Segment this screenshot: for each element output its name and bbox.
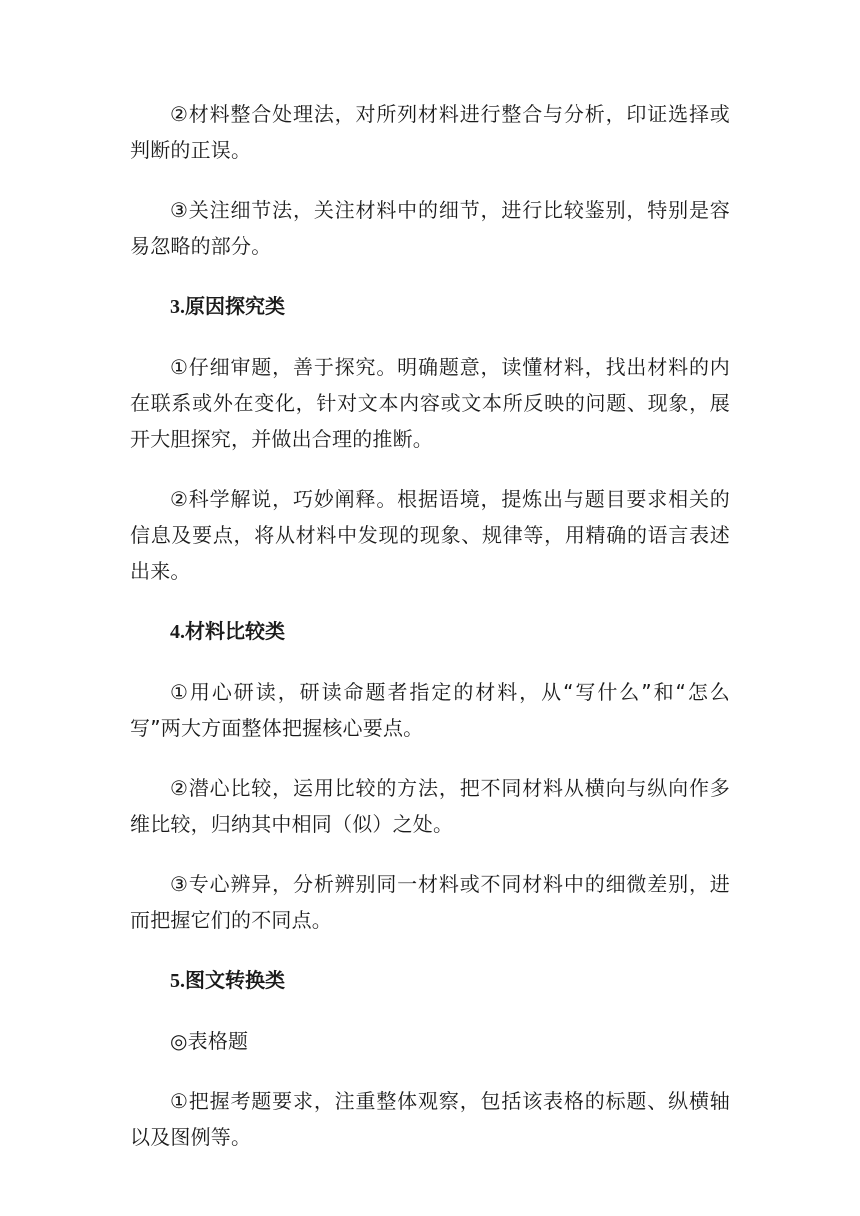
heading-number: 3.: [170, 296, 185, 318]
heading-text: 图文转换类: [185, 968, 285, 992]
document-body: [130, 96, 730, 1179]
paragraph-scientific-explanation: ②科学解说，巧妙阐释。根据语境，提炼出与题目要求相关的信息及要点，将从材料中发现的现象、规律等，用精确的语言表述出来。: [130, 487, 730, 583]
paragraph-distinguish: ③专心辨异，分析辨别同一材料或不同材料中的细微差别，进而把握它们的不同点。: [130, 872, 730, 932]
heading-number: 5.: [170, 970, 185, 992]
section-heading-material-comparison: [130, 613, 730, 650]
section-heading-image-text-conversion: [130, 962, 730, 999]
paragraph-focus-details: ③关注细节法，关注材料中的细节，进行比较鉴别，特别是容易忽略的部分。: [130, 198, 730, 258]
heading-text: 材料比较类: [185, 619, 285, 643]
subheading-table-question: ◎表格题: [170, 1029, 249, 1053]
heading-number: 4.: [170, 621, 185, 643]
paragraph-compare: ②潜心比较，运用比较的方法，把不同材料从横向与纵向作多维比较，归纳其中相同（似）之处。: [130, 776, 730, 836]
paragraph-material-integration: ②材料整合处理法，对所列材料进行整合与分析，印证选择或判断的正误。: [130, 102, 730, 162]
paragraph-careful-reading: ①仔细审题，善于探究。明确题意，读懂材料，找出材料的内在联系或外在变化，针对文本内容或文本所反映的问题、现象，展开大胆探究，并做出合理的推断。: [130, 355, 730, 451]
paragraph-study-material: ①用心研读，研读命题者指定的材料，从“写什么”和“怎么写”两大方面整体把握核心要点。: [130, 680, 730, 740]
heading-text: 原因探究类: [185, 294, 285, 318]
section-heading-cause-inquiry: [130, 288, 730, 325]
paragraph-table-requirements: ①把握考题要求，注重整体观察，包括该表格的标题、纵横轴以及图例等。: [130, 1089, 730, 1149]
